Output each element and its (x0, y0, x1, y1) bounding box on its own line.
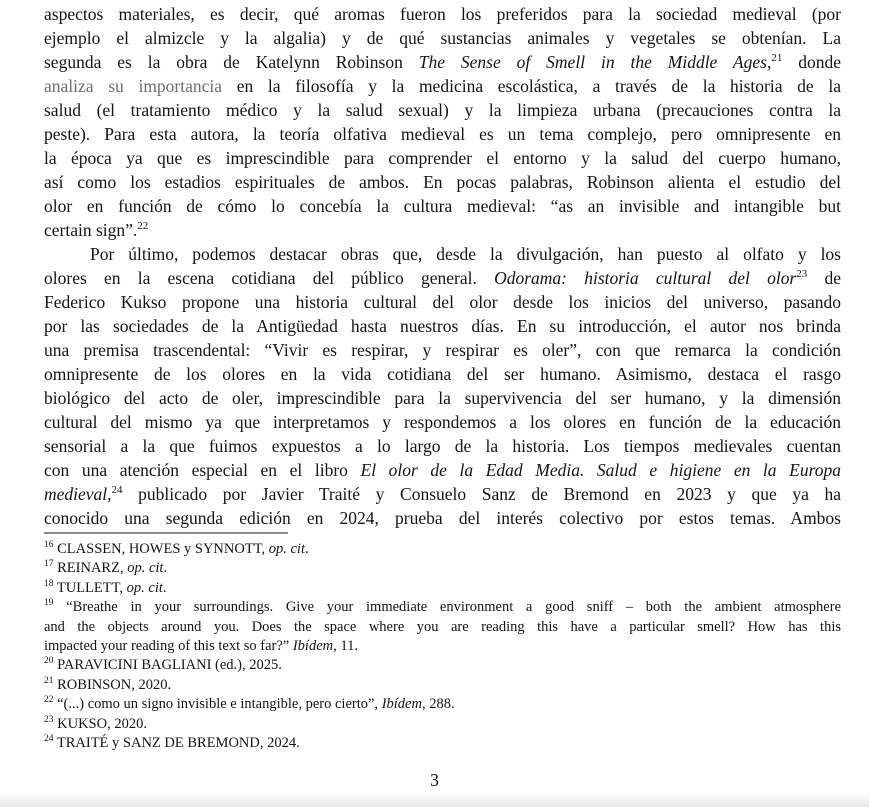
body-line (44, 506, 841, 530)
footnote-ref: 21 (771, 52, 783, 65)
body-line (44, 266, 841, 290)
text-run: PARAVICINI BAGLIANI (ed.), 2025. (53, 657, 282, 674)
body-line (44, 434, 841, 458)
text-run: ejemplo el almizcle y la algalia) y de qué sustancias animales y vegetales se obtenían. La (44, 28, 841, 48)
body-line (44, 2, 841, 26)
footnote-line (44, 676, 841, 695)
text-run: olores en la escena cotidiana del público general. (44, 268, 495, 288)
body-text-block (44, 0, 841, 530)
text-run: biológico del acto de oler, imprescindible para la supervivencia del ser humano, y la dimensión (44, 388, 841, 408)
text-run: , 288. (421, 696, 455, 713)
text-run: certain sign”. (44, 220, 138, 240)
footnote-line (44, 637, 841, 656)
text-run: KUKSO, 2020. (53, 715, 147, 732)
text-run: así como los estadios espirituales de ambos. En pocas palabras, Robinson alienta el estudio del (44, 172, 841, 192)
footnote-ref: 19 (44, 598, 54, 609)
text-run: donde (782, 52, 841, 72)
body-line (44, 410, 841, 434)
text-run: segunda es la obra de Katelynn Robinson (44, 52, 419, 72)
text-run: El olor de la Edad Media. Salud e higiene en la Europa (360, 460, 841, 480)
footnote-ref: 23 (796, 268, 808, 281)
page-number: 3 (430, 770, 439, 790)
footnote-line (44, 695, 841, 714)
text-run: la época ya que es imprescindible para comprender el entorno y la salud del cuerpo humano, (44, 148, 841, 168)
text-run: en la filosofía y la medicina escolástica, a través de la historia de la (222, 76, 841, 96)
body-line (44, 290, 841, 314)
footnote-line (44, 579, 841, 598)
body-line (44, 146, 841, 170)
page-bottom-edge-shadow (0, 792, 869, 807)
text-run: publicado por Javier Traité y Consuelo Sanz de Bremond en 2023 y que ya ha (122, 484, 841, 504)
body-line (44, 314, 841, 338)
text-run: con una atención especial en el libro (44, 460, 361, 480)
footnotes-block (44, 540, 841, 753)
body-line (44, 122, 841, 146)
text-run: The Sense of Smell in the Middle Ages (418, 52, 767, 72)
text-run: . (163, 560, 168, 577)
body-line (44, 338, 841, 362)
text-run: impacted your reading of this text so far?” (44, 637, 293, 654)
text-run: TRAITÉ y SANZ DE BREMOND, 2024. (53, 734, 300, 751)
text-run: “Breathe in your surroundings. Give your immediate environment a good sniff – both the ambient atmosphere (53, 599, 841, 616)
text-run: omnipresente de los olores en la vida cotidiana del ser humano. Asimismo, destaca el rasgo (44, 364, 841, 384)
body-line (44, 458, 841, 482)
footnote-line (44, 715, 841, 734)
text-run: Federico Kukso propone una historia cultural del olor desde los inicios del universo, pasando (44, 292, 841, 312)
text-run: peste). Para esta autora, la teoría olfativa medieval es un tema complejo, pero omnipresente en (44, 124, 841, 144)
text-run: “(...) como un signo invisible e intangible, pero cierto”, (53, 696, 382, 713)
body-line (44, 194, 841, 218)
text-run: Por último, podemos destacar obras que, desde la divulgación, han puesto al olfato y los (90, 244, 841, 264)
text-run: una premisa trascendental: “Vivir es respirar, y respirar es oler”, con que remarca la condición (44, 340, 841, 360)
text-run: and the objects around you. Does the space where you are reading this have a particular smell? How has this (44, 618, 841, 635)
footnote-line (44, 656, 841, 675)
footnote-ref: 16 (44, 540, 54, 551)
footnote-ref: 18 (44, 578, 54, 589)
footnote-ref: 24 (44, 734, 54, 745)
footnote-line (44, 618, 841, 637)
body-line (44, 482, 841, 506)
text-run: , 11. (333, 637, 358, 654)
text-run: . (304, 541, 309, 557)
footnote-separator (44, 532, 288, 534)
footnote-line (44, 559, 841, 578)
text-run: olor en función de cómo lo concebía la cultura medieval: “as an invisible and intangible but (44, 196, 841, 216)
body-line (44, 242, 841, 266)
text-run: ROBINSON, 2020. (53, 676, 172, 693)
footnote-ref: 22 (44, 695, 54, 706)
footnote-line (44, 734, 841, 753)
text-run: Ibídem (292, 637, 334, 654)
footnote-ref: 24 (111, 484, 123, 497)
body-line (44, 386, 841, 410)
text-run: TULLETT, (53, 579, 127, 596)
footnote-line (44, 540, 841, 559)
text-run: op. cit (268, 541, 305, 557)
text-run: cultural del mismo ya que interpretamos y respondemos a los olores en función de la educación (44, 412, 841, 432)
text-run: aspectos materiales, es decir, qué aromas fueron los preferidos para la sociedad medieval (por (44, 4, 841, 24)
body-line (44, 98, 841, 122)
text-run: , (766, 52, 772, 72)
text-run: op. cit (127, 560, 164, 577)
footnote-ref: 21 (44, 675, 54, 686)
body-line (44, 170, 841, 194)
body-line (44, 218, 841, 242)
footnote-ref: 22 (137, 220, 149, 233)
footnote-ref: 23 (44, 714, 54, 725)
text-run: CLASSEN, HOWES y SYNNOTT, (53, 541, 269, 557)
footnote-line (44, 598, 841, 617)
text-run: medieval, (44, 484, 112, 504)
text-run: de (807, 268, 841, 288)
text-run: REINARZ, (53, 560, 128, 577)
text-run: . (162, 579, 167, 596)
text-run: conocido una segunda edición en 2024, prueba del interés colectivo por estos temas. Ambos (44, 508, 841, 528)
footnote-ref: 20 (44, 656, 54, 667)
body-line (44, 74, 841, 98)
body-line (44, 50, 841, 74)
text-run: sensorial a la que fuimos expuestos a lo largo de la historia. Los tiempos medievales cuentan (44, 436, 841, 456)
footnote-ref: 17 (44, 559, 54, 570)
text-run: analiza su importancia (44, 76, 223, 96)
text-run: salud (el tratamiento médico y la salud sexual) y la limpieza urbana (precauciones contra la (44, 100, 841, 120)
text-run: Odorama: historia cultural del olor (494, 268, 797, 288)
body-line (44, 362, 841, 386)
body-line (44, 26, 841, 50)
text-run: por las sociedades de la Antigüedad hasta nuestros días. En su introducción, el autor nos brinda (44, 316, 841, 336)
text-run: Ibídem (381, 696, 422, 713)
text-run: op. cit (126, 579, 163, 596)
